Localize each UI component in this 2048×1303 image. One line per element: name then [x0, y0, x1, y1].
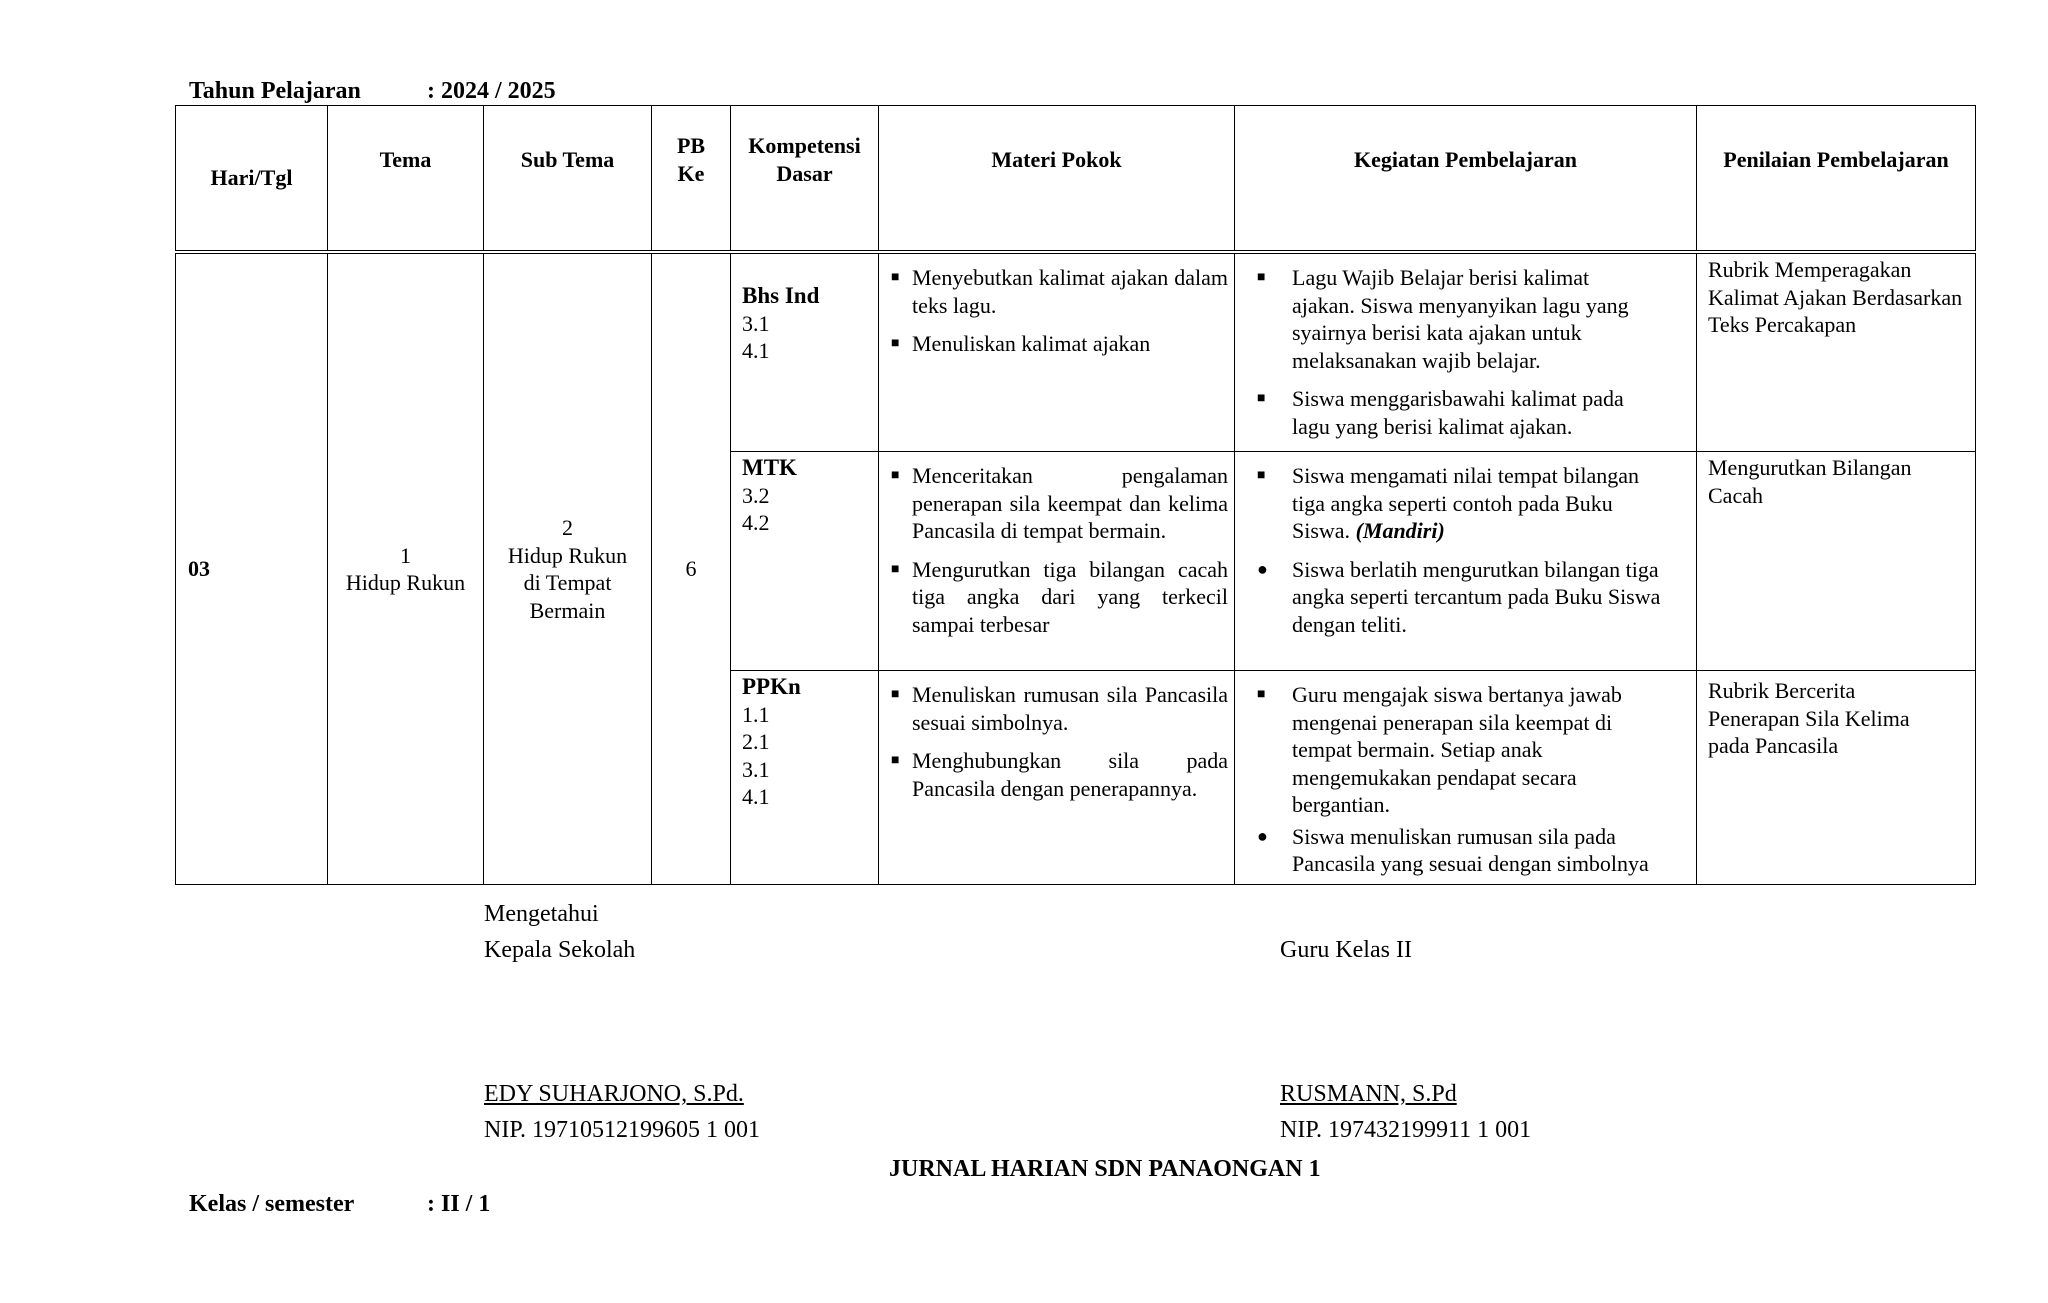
penilaian-cell: Mengurutkan Bilangan Cacah — [1697, 452, 1976, 671]
list-item: ■ Siswa mengamati nilai tempat bilangan tiga angka seperti contoh pada Buku Siswa. (Mandiri) — [1257, 463, 1640, 543]
square-bullet-icon: ■ — [891, 270, 900, 285]
guru-nip: NIP. 197432199911 1 001 — [1280, 1117, 1532, 1143]
subtema-number: 2 — [562, 515, 573, 540]
subtema-cell: 2 Hidup Rukun di Tempat Bermain — [484, 252, 652, 885]
kd-code: 3.1 — [742, 756, 770, 782]
kd-cell — [731, 252, 879, 452]
square-bullet-icon: ■ — [891, 336, 900, 351]
table-row — [176, 252, 1976, 452]
header-penilaian: Penilaian Pembelajaran — [1697, 106, 1976, 253]
kepala-sekolah-nip: NIP. 19710512199605 1 001 — [484, 1117, 761, 1143]
kelas-semester-value: : II / 1 — [427, 1191, 491, 1217]
kd-code: 3.2 — [742, 482, 770, 508]
tema-cell — [328, 252, 484, 885]
tema-name: Hidup Rukun — [345, 570, 466, 595]
pb-cell: 6 — [652, 252, 731, 885]
tema-number: 1 — [400, 542, 411, 568]
mengetahui-label: Mengetahui — [484, 901, 599, 927]
document-title: JURNAL HARIAN SDN PANAONGAN 1 — [889, 1156, 1321, 1182]
list-item: ■ Menghubungkan sila pada Pancasila dengan penerapannya. — [891, 748, 1228, 801]
kd-code: 4.1 — [742, 338, 770, 363]
kegiatan-cell — [1235, 671, 1697, 885]
list-item: ■ Guru mengajak siswa bertanya jawab mengenai penerapan sila keempat di tempat bermain. Setiap anak mengemukakan pendapat secara bergantian. — [1257, 682, 1622, 817]
header-materi: Materi Pokok — [879, 106, 1235, 253]
signature-left — [484, 896, 760, 1148]
square-bullet-icon: ■ — [891, 687, 900, 702]
kegiatan-cell — [1235, 452, 1697, 671]
guru-name: RUSMANN, S.Pd — [1280, 1081, 1457, 1107]
list-item: ■ Siswa menggarisbawahi kalimat pada lagu yang berisi kalimat ajakan. — [1257, 386, 1624, 439]
penilaian-cell: Rubrik Bercerita Penerapan Sila Kelima pada Pancasila — [1697, 671, 1976, 885]
kd-cell — [731, 452, 879, 671]
journal-table — [175, 105, 1976, 885]
kd-code: 1.1 — [742, 701, 770, 727]
kd-subject: PPKn — [742, 674, 801, 699]
kd-subject: MTK — [742, 455, 797, 480]
kd-code: 4.2 — [742, 510, 770, 535]
table-header-row — [176, 106, 1976, 253]
square-bullet-icon: ■ — [1257, 391, 1266, 406]
square-bullet-icon: ■ — [891, 753, 900, 768]
kepala-sekolah-name: EDY SUHARJONO, S.Pd. — [484, 1081, 744, 1107]
header-hari: Hari/Tgl — [176, 106, 328, 253]
kd-cell — [731, 671, 879, 885]
hari-cell: 03 — [176, 252, 328, 885]
kelas-semester-line — [189, 1190, 490, 1218]
header-tema: Tema — [328, 106, 484, 253]
square-bullet-icon: ■ — [891, 561, 900, 577]
header-subtema: Sub Tema — [484, 106, 652, 253]
header-kd: Kompetensi Dasar — [731, 106, 879, 253]
tahun-pelajaran-value: : 2024 / 2025 — [427, 78, 556, 104]
penilaian-cell: Rubrik Memperagakan Kalimat Ajakan Berdasarkan Teks Percakapan — [1697, 252, 1976, 452]
kelas-semester-label: Kelas / semester — [189, 1191, 355, 1217]
list-item: ■ Menuliskan kalimat ajakan — [891, 331, 1151, 356]
kd-code: 4.1 — [742, 784, 770, 809]
list-item: ● Siswa berlatih mengurutkan bilangan tiga angka seperti tercantum pada Buku Siswa dengan teliti. — [1257, 556, 1661, 637]
materi-cell — [879, 452, 1235, 671]
kepala-sekolah-label: Kepala Sekolah — [484, 937, 636, 963]
header-pb: PB Ke — [652, 106, 731, 253]
materi-cell — [879, 252, 1235, 452]
materi-cell — [879, 671, 1235, 885]
kd-subject: Bhs Ind — [742, 283, 820, 308]
square-bullet-icon: ■ — [1257, 468, 1266, 483]
round-bullet-icon: ● — [1257, 825, 1268, 846]
list-item: ■ Menuliskan rumusan sila Pancasila sesuai simbolnya. — [891, 682, 1228, 735]
list-item: ■ Menyebutkan kalimat ajakan dalam teks lagu. — [891, 265, 1228, 318]
square-bullet-icon: ■ — [1257, 270, 1266, 285]
list-item: ● Siswa menuliskan rumusan sila pada Pancasila yang sesuai dengan simbolnya — [1257, 823, 1649, 876]
square-bullet-icon: ■ — [1257, 687, 1266, 702]
list-item: ■ Lagu Wajib Belajar berisi kalimat ajakan. Siswa menyanyikan lagu yang syairnya berisi kata ajakan untuk melaksanakan wajib belajar. — [1257, 265, 1629, 373]
list-item: ■ Mengurutkan tiga bilangan cacah tiga angka dari yang terkecil sampai terbesar — [891, 556, 1228, 637]
signature-right — [1280, 932, 1531, 1148]
list-item: ■ Menceritakan pengalaman penerapan sila keempat dan kelima Pancasila di tempat bermain. — [891, 463, 1228, 543]
kd-code: 3.1 — [742, 310, 770, 336]
tahun-pelajaran-label: Tahun Pelajaran — [189, 78, 361, 104]
header-kegiatan: Kegiatan Pembelajaran — [1235, 106, 1697, 253]
kegiatan-cell — [1235, 252, 1697, 452]
tahun-pelajaran-line — [189, 77, 556, 105]
square-bullet-icon: ■ — [891, 468, 900, 483]
guru-kelas-label: Guru Kelas II — [1280, 937, 1412, 963]
kd-code: 2.1 — [742, 729, 770, 754]
round-bullet-icon: ● — [1257, 558, 1268, 579]
